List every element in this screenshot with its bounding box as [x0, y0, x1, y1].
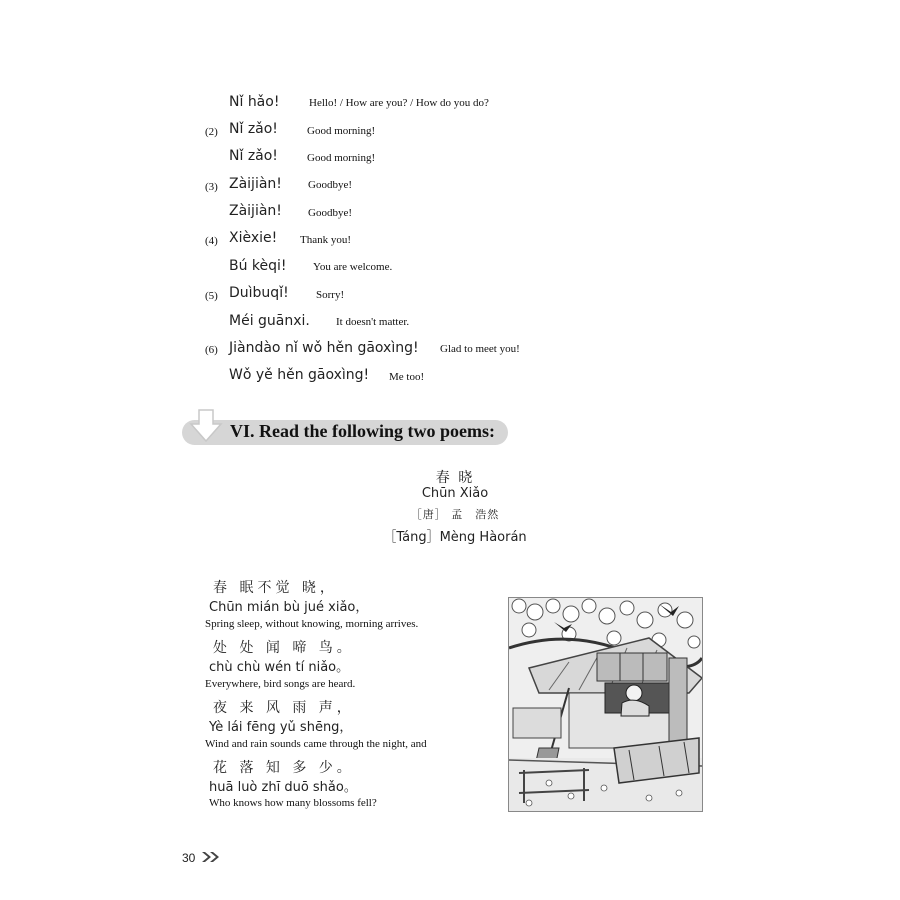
poem-author-hanzi: ［唐］ 孟 浩然: [410, 508, 500, 521]
poem-line-pinyin: chù chù wén tí niǎo。: [209, 660, 350, 675]
poem-line-hanzi: 花 落 知 多 少。: [213, 760, 355, 776]
dialogue-pinyin: Zàijiàn!: [229, 203, 282, 219]
poem-line-pinyin: Chūn mián bù jué xiǎo，: [209, 600, 369, 615]
dialogue-pinyin: Wǒ yě hěn gāoxìng!: [229, 367, 370, 383]
poem-line-pinyin: Yè lái fēng yǔ shēng，: [209, 720, 353, 735]
dialogue-english: Goodbye!: [308, 207, 352, 219]
dialogue-pinyin: Zàijiàn!: [229, 176, 282, 192]
item-number: (3): [205, 181, 218, 193]
double-chevron-icon: [201, 851, 221, 863]
dialogue-pinyin: Nǐ hǎo!: [229, 94, 280, 110]
poem-line-pinyin: huā luò zhī duō shǎo。: [209, 780, 357, 795]
dialogue-english: Hello! / How are you? / How do you do?: [309, 97, 489, 109]
section-title: VI. Read the following two poems:: [230, 421, 495, 441]
dialogue-pinyin: Méi guānxi.: [229, 313, 310, 329]
illustration-poet-at-window: [508, 597, 703, 812]
poem-line-hanzi: 处 处 闻 啼 鸟。: [213, 640, 355, 656]
dialogue-pinyin: Duìbuqǐ!: [229, 285, 289, 301]
poem-title-pinyin: Chūn Xiǎo: [421, 486, 489, 501]
dialogue-pinyin: Jiàndào nǐ wǒ hěn gāoxìng!: [229, 340, 419, 356]
item-number: (4): [205, 235, 218, 247]
dialogue-english: Me too!: [389, 371, 425, 383]
dialogue-english: Good morning!: [307, 125, 376, 137]
page-number: 30: [182, 851, 196, 865]
poem-line-english: Everywhere, bird songs are heard.: [205, 678, 356, 690]
dialogue-english: Thank you!: [300, 234, 352, 246]
dialogue-english: Glad to meet you!: [440, 343, 520, 355]
poem-line-english: Wind and rain sounds came through the night, and: [205, 738, 427, 750]
dialogue-pinyin: Bú kèqi!: [229, 258, 287, 274]
dialogue-english: It doesn't matter.: [336, 316, 410, 328]
poem-author-pinyin: ［Táng］Mèng Hàorán: [383, 530, 527, 545]
dialogue-pinyin: Nǐ zǎo!: [229, 148, 278, 164]
poem-line-hanzi: 夜 来 风 雨 声，: [213, 700, 355, 716]
item-number: (5): [205, 290, 218, 302]
poem-line-english: Spring sleep, without knowing, morning arrives.: [205, 618, 419, 630]
item-number: (2): [205, 126, 218, 138]
item-number: (6): [205, 344, 218, 356]
poem-line-hanzi: 春 眠不觉 晓，: [213, 580, 338, 596]
dialogue-pinyin: Nǐ zǎo!: [229, 121, 278, 137]
down-arrow-icon: [188, 408, 224, 444]
dialogue-english: Good morning!: [307, 152, 376, 164]
dialogue-english: You are welcome.: [313, 261, 393, 273]
dialogue-english: Sorry!: [316, 289, 345, 301]
poem-line-english: Who knows how many blossoms fell?: [209, 797, 377, 809]
poem-title-hanzi: 春 晓: [435, 470, 475, 486]
dialogue-english: Goodbye!: [308, 179, 352, 191]
dialogue-pinyin: Xièxie!: [229, 230, 278, 246]
